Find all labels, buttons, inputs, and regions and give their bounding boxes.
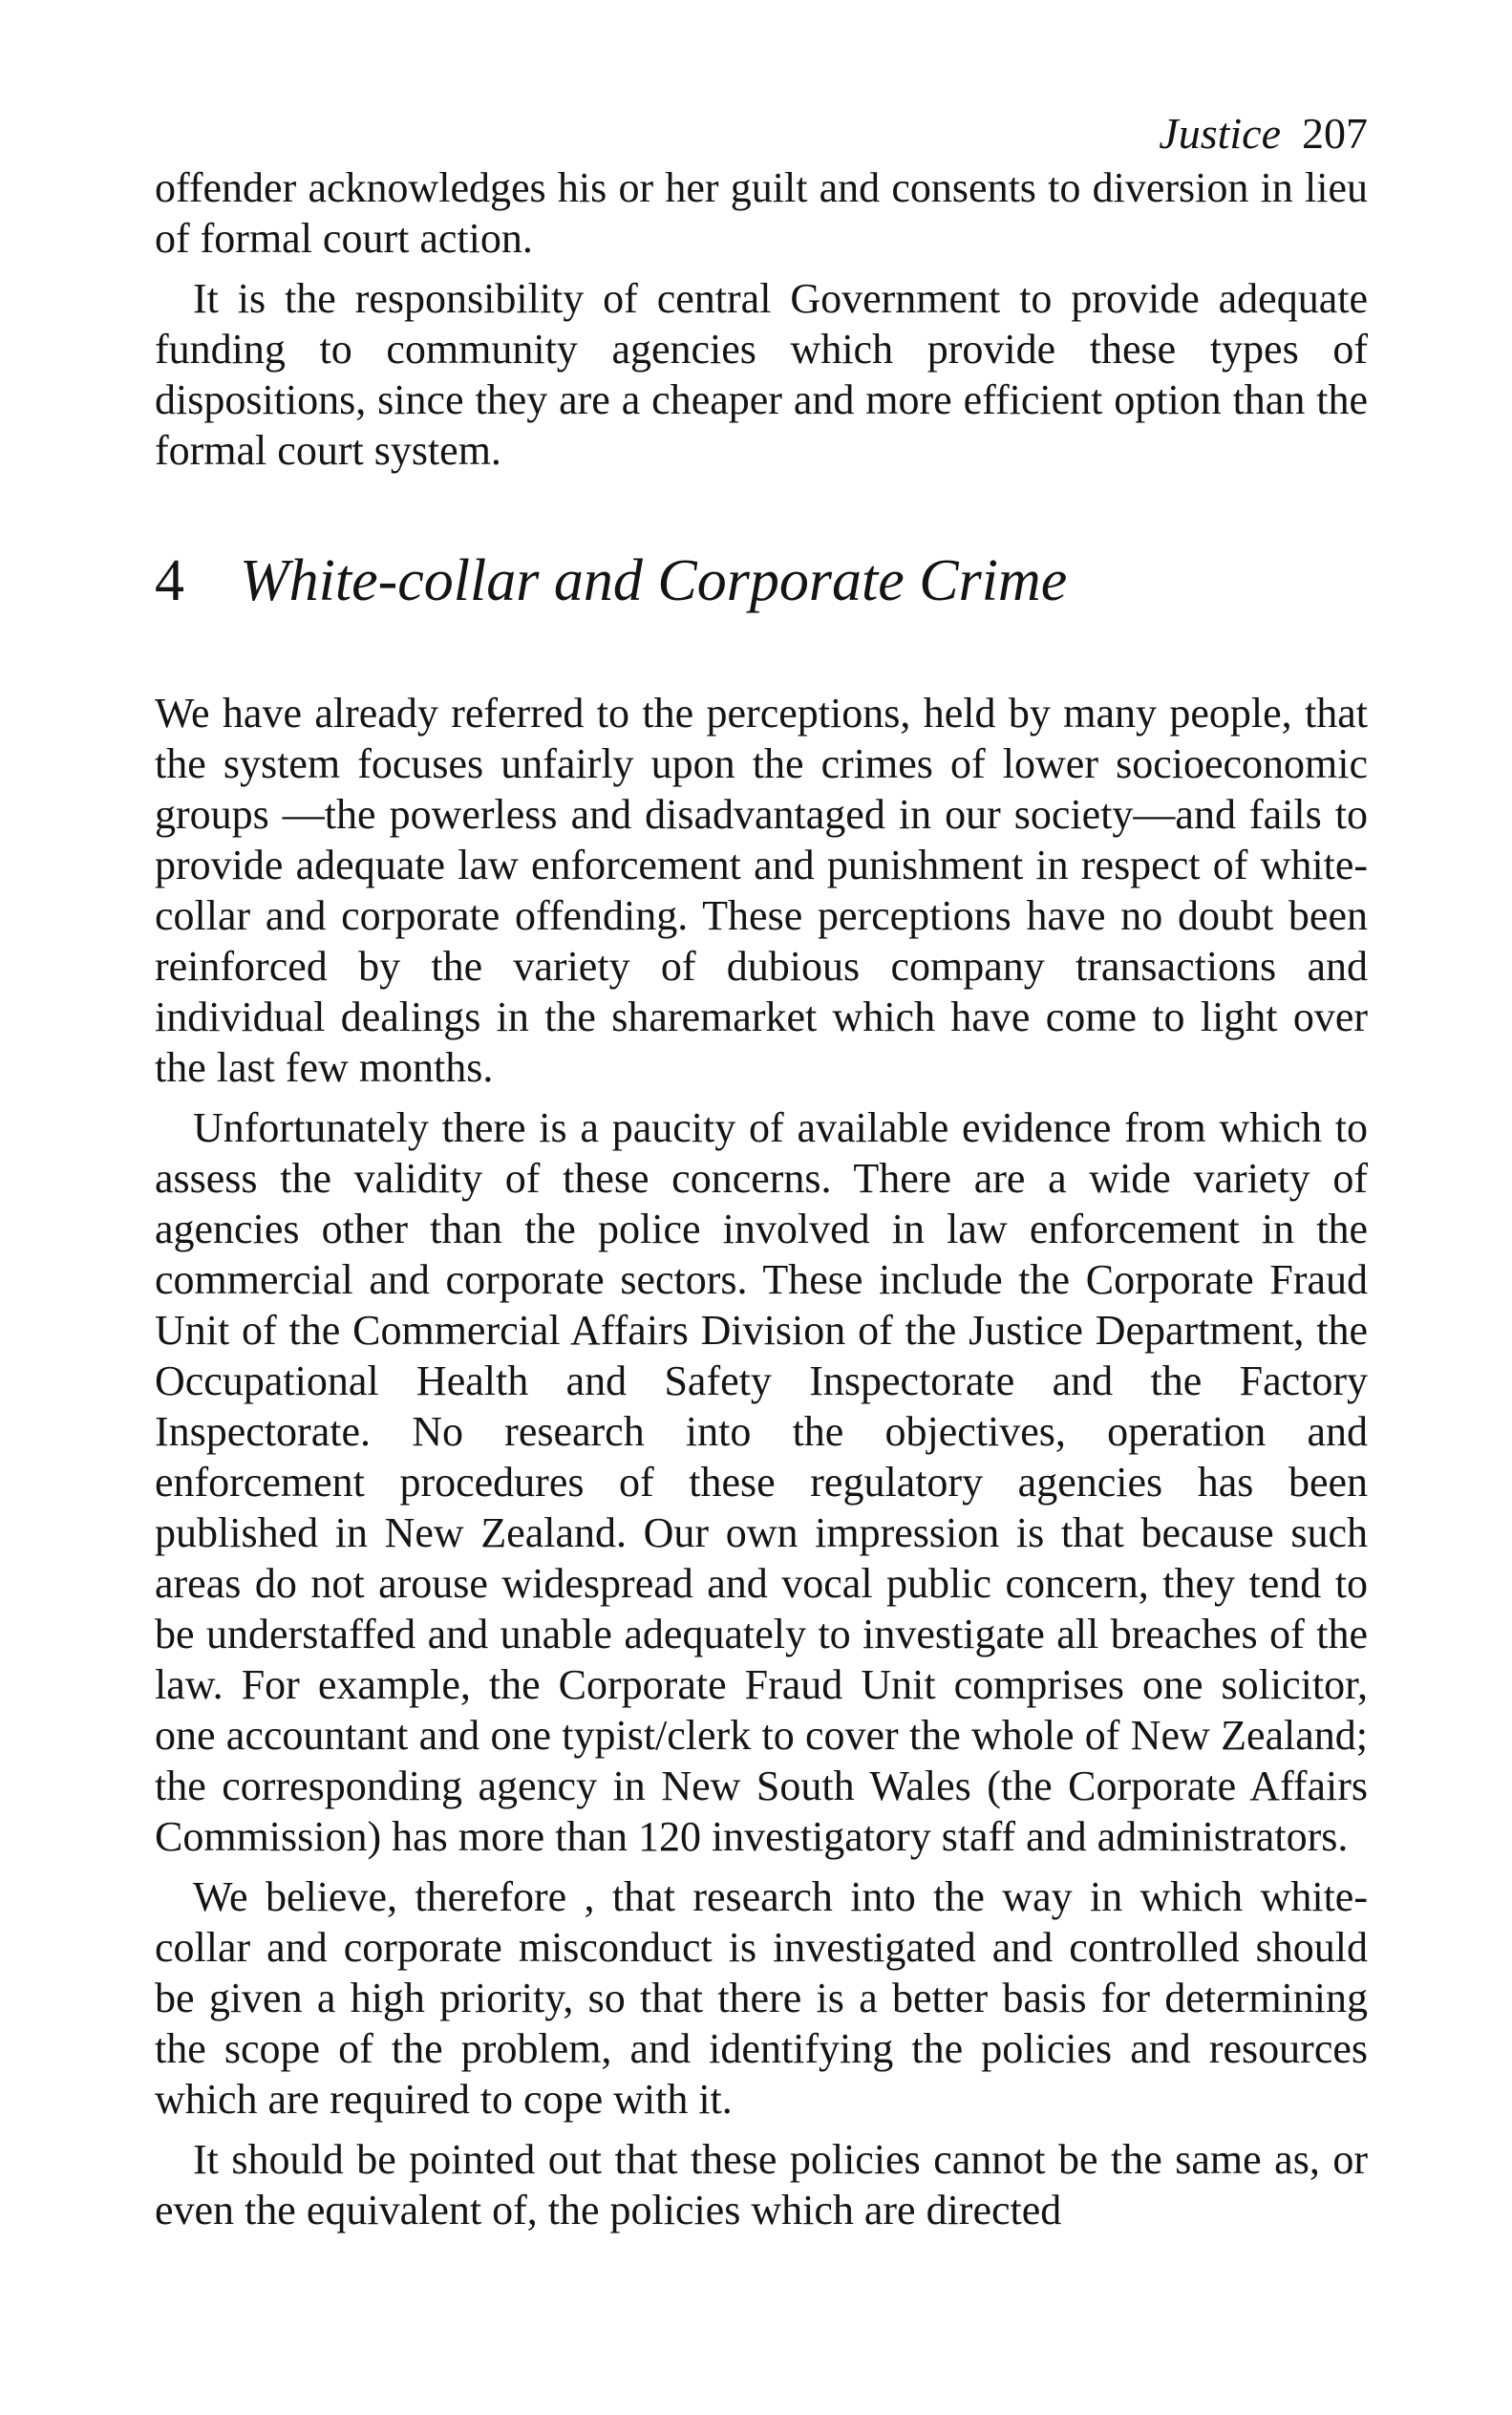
paragraph-research: We believe, therefore , that research into the way in which white-collar and corporate misconduct is investigated and controlled should be given a high priority, so that there is a better basis for determining the scope of the problem, and identifying the policies and resources which are required to cope with it. <box>155 1873 1368 2123</box>
running-head <box>155 105 1368 162</box>
section-heading <box>155 546 1368 615</box>
section-number: 4 <box>155 548 184 613</box>
paragraph-evidence: Unfortunately there is a paucity of available evidence from which to assess the validity of these concerns. There are a wide variety of agencies other than the police involved in law enforcement in the commercial and corporate sectors. These include the Corporate Fraud Unit of the Commercial Affairs Division of the Justice Department, the Occupational Health and Safety Inspectorate and the Factory Inspectorate. No research into the objectives, operation and enforcement procedures of these regulatory agencies has been published in New Zealand. Our own impression is that because such areas do not arouse widespread and vocal public concern, they tend to be understaffed and unable adequately to investigate all breaches of the law. For example, the Corporate Fraud Unit comprises one solicitor, one accountant and one typist/clerk to cover the whole of New Zealand; the corresponding agency in New South Wales (the Corporate Affairs Commission) has more than 120 investigatory staff and administrators. <box>155 1104 1368 1860</box>
running-head-title: Justice <box>1159 109 1281 158</box>
paragraph-continued: offender acknowledges his or her guilt and consents to diversion in lieu of formal court action. <box>155 164 1368 262</box>
page-number: 207 <box>1302 109 1368 158</box>
section-title: White-collar and Corporate Crime <box>240 548 1068 613</box>
paragraph-funding: It is the responsibility of central Government to provide adequate funding to community agencies which provide these types of dispositions, since they are a cheaper and more efficient option than the formal court system. <box>155 275 1368 474</box>
paragraph-policies: It should be pointed out that these policies cannot be the same as, or even the equivalent of, the policies which are directed <box>155 2136 1368 2233</box>
book-page <box>155 105 1368 2235</box>
paragraph-perceptions: We have already referred to the perceptions, held by many people, that the system focuses unfairly upon the crimes of lower socioeconomic groups —the powerless and disadvantaged in our society—and fails to provide adequate law enforcement and punishment in respect of white-collar and corporate offending. These perceptions have no doubt been reinforced by the variety of dubious company transactions and individual dealings in the sharemarket which have come to light over the last few months. <box>155 690 1368 1091</box>
